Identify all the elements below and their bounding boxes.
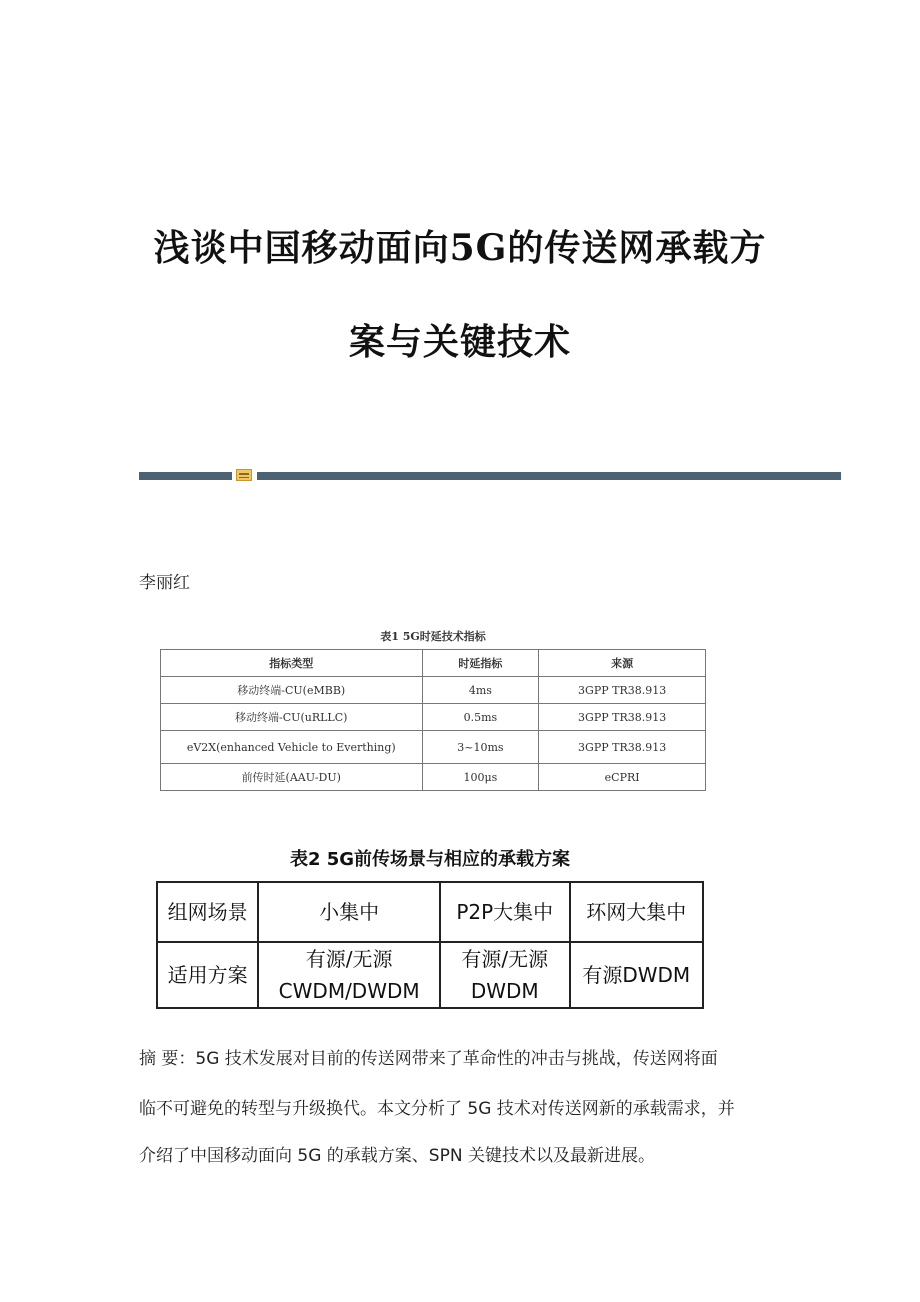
title-divider-right xyxy=(257,472,841,480)
abstract-line: 摘 要：5G 技术发展对目前的传送网带来了革命性的冲击与挑战，传送网将面 xyxy=(139,1049,718,1069)
table1-caption: 表1 5G时延技术指标 xyxy=(380,630,486,643)
table-cell: 环网大集中 xyxy=(570,882,704,942)
table-row xyxy=(161,677,706,704)
table-row xyxy=(157,942,703,1008)
abstract-line: 临不可避免的转型与升级换代。本文分析了 5G 技术对传送网新的承载需求，并 xyxy=(139,1099,735,1119)
table-cell: 3~10ms xyxy=(422,731,539,764)
table-header-row xyxy=(161,650,706,677)
table-row xyxy=(161,731,706,764)
title-divider-left xyxy=(139,472,232,480)
page-title-line-2: 案与关键技术 xyxy=(348,321,571,363)
table-cell: eCPRI xyxy=(539,764,706,791)
table-cell: 有源DWDM xyxy=(570,942,704,1008)
table-cell: eV2X(enhanced Vehicle to Everthing) xyxy=(161,731,423,764)
table-row xyxy=(161,764,706,791)
table-row xyxy=(157,882,703,942)
table-cell: 4ms xyxy=(422,677,539,704)
cell-line: 有源/无源 xyxy=(305,947,393,971)
page-title-line-1: 浅谈中国移动面向5G的传送网承载方 xyxy=(153,227,767,269)
table-cell: 3GPP TR38.913 xyxy=(539,677,706,704)
table-cell xyxy=(258,942,440,1008)
cell-line: DWDM xyxy=(470,979,539,1003)
fronthaul-scheme-table xyxy=(156,881,704,1009)
table2-caption: 表2 5G前传场景与相应的承载方案 xyxy=(289,849,571,870)
envelope-icon xyxy=(236,469,252,481)
table-cell: P2P大集中 xyxy=(440,882,570,942)
table-cell: 3GPP TR38.913 xyxy=(539,731,706,764)
table-cell: 移动终端-CU(eMBB) xyxy=(161,677,423,704)
author-name: 李丽红 xyxy=(139,573,190,593)
table-cell: 组网场景 xyxy=(157,882,258,942)
table-header-cell: 指标类型 xyxy=(161,650,423,677)
table-cell xyxy=(440,942,570,1008)
abstract-line: 介绍了中国移动面向 5G 的承载方案、SPN 关键技术以及最新进展。 xyxy=(139,1146,655,1166)
table-cell: 适用方案 xyxy=(157,942,258,1008)
table-cell: 0.5ms xyxy=(422,704,539,731)
table-header-cell: 来源 xyxy=(539,650,706,677)
table-row xyxy=(161,704,706,731)
table-cell: 移动终端-CU(uRLLC) xyxy=(161,704,423,731)
table-cell: 3GPP TR38.913 xyxy=(539,704,706,731)
latency-table xyxy=(160,649,706,791)
cell-line: CWDM/DWDM xyxy=(278,979,420,1003)
table-cell: 100μs xyxy=(422,764,539,791)
table-header-cell: 时延指标 xyxy=(422,650,539,677)
table-cell: 小集中 xyxy=(258,882,440,942)
table-cell: 前传时延(AAU-DU) xyxy=(161,764,423,791)
cell-line: 有源/无源 xyxy=(461,947,549,971)
